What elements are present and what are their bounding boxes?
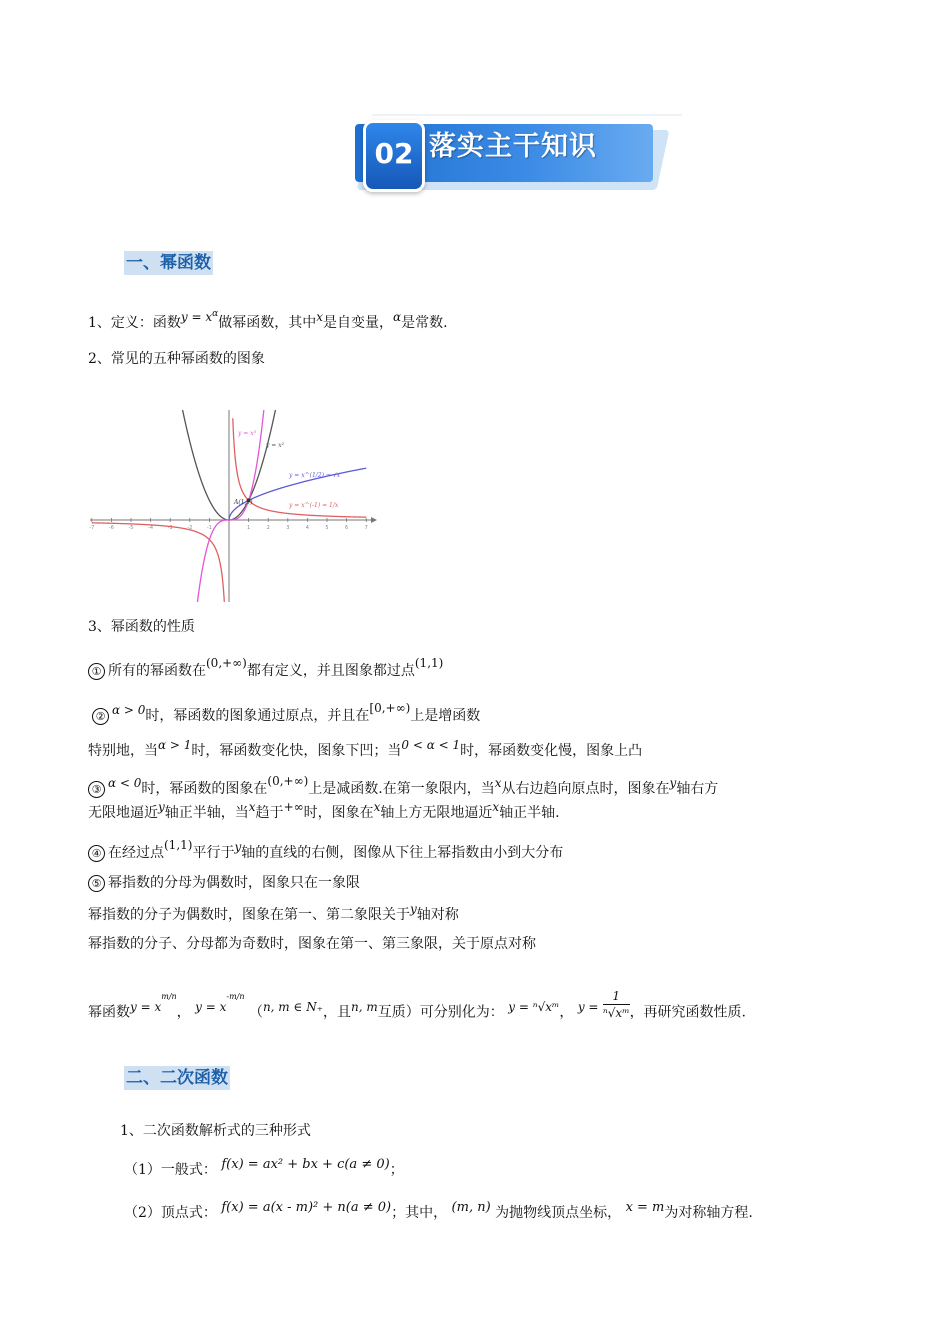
property-6: 幂函数$y = x^{m/n}$， $y = x^{-m/n}$ （n, m ∈ N₊，且n, m互质）可分别化为： y = ⁿ√xᵐ， y = $\frac{1}{\text{ⁿ√xᵐ}}$ ，再研究函数性质. xyxy=(88,989,747,1021)
x-tick-label: 3 xyxy=(286,525,290,531)
circle-number: ⑤ xyxy=(88,875,105,892)
x-tick-label: -5 xyxy=(128,525,134,531)
x-tick-label: 6 xyxy=(345,525,349,531)
banner-top-line xyxy=(372,114,682,116)
x-tick-label: 5 xyxy=(325,525,329,531)
quadratic-forms-heading: 1、二次函数解析式的三种形式 xyxy=(120,1123,311,1139)
property-5: ⑤ 幂指数的分母为偶数时，图象只在一象限 xyxy=(88,873,360,893)
x-tick-label: 2 xyxy=(266,525,270,531)
property-3: ③ α < 0时，幂函数的图象在(0,+∞)上是减函数.在第一象限内，当x从右边趋向原点时，图象在y轴右方 xyxy=(88,779,718,799)
circle-number: ① xyxy=(88,663,105,680)
x-axis-arrow xyxy=(371,517,377,523)
five-graphs-caption: 2、常见的五种幂函数的图象 xyxy=(88,351,265,367)
property-1: ① 所有的幂函数在(0,+∞)都有定义，并且图象都过点(1,1) xyxy=(88,661,443,681)
chapter-banner xyxy=(355,120,665,192)
vertex-form: （2）顶点式： f(x) = a(x - m)² + n(a ≠ 0)；其中， (m, n) 为抛物线顶点坐标， x = m为对称轴方程. xyxy=(124,1200,753,1221)
x-tick-label: -1 xyxy=(206,525,212,531)
graph-label: y = x³ xyxy=(238,430,257,437)
curve-inverse-negative xyxy=(92,523,225,602)
section-title-power-function: 一、幂函数 xyxy=(126,253,211,273)
x-tick-label: -6 xyxy=(108,525,114,531)
property-5-odd: 幂指数的分子、分母都为奇数时，图象在第一、第三象限，关于原点对称 xyxy=(88,936,536,952)
x-tick-label: 4 xyxy=(305,525,309,531)
property-5-even-numerator: 幂指数的分子为偶数时，图象在第一、第二象限关于y轴对称 xyxy=(88,902,459,923)
graph-label: A(1,1) xyxy=(234,499,253,506)
x-tick-label: -4 xyxy=(148,525,154,531)
x-tick-label: -3 xyxy=(167,525,173,531)
power-function-graph xyxy=(88,410,383,602)
circle-number: ④ xyxy=(88,845,105,862)
property-4: ④ 在经过点(1,1)平行于y轴的直线的右侧，图像从下往上幂指数由小到大分布 xyxy=(88,843,563,863)
circle-number: ② xyxy=(92,708,109,725)
general-form: （1）一般式： f(x) = ax² + bx + c(a ≠ 0)； xyxy=(124,1157,404,1178)
properties-heading: 3、幂函数的性质 xyxy=(88,619,195,635)
definition-line: 1、定义：函数$y = x^\alpha$做幂函数，其中x是自变量，α是常数. xyxy=(88,309,448,331)
property-2-special: 特别地，当α > 1时，幂函数变化快，图象下凹；当0 < α < 1时，幂函数变化慢，图象上凸 xyxy=(88,738,643,759)
curve-x-cubed xyxy=(197,410,264,602)
x-tick-label: 7 xyxy=(364,525,368,531)
graph-label: y = x^(-1) = 1/x xyxy=(289,502,339,509)
property-3-continued: 无限地逼近y轴正半轴，当x趋于+∞时，图象在x轴上方无限地逼近x轴正半轴. xyxy=(88,800,560,821)
graph-label: y = x² xyxy=(266,442,285,449)
banner-title: 落实主干知识 xyxy=(429,131,597,162)
x-tick-label: -7 xyxy=(89,525,95,531)
graph-label: y = x^(1/2) = √x xyxy=(289,472,341,479)
circle-number: ③ xyxy=(88,781,105,798)
banner-number: 02 xyxy=(363,120,425,192)
x-tick-label: 1 xyxy=(247,525,251,531)
section-title-quadratic: 二、二次函数 xyxy=(126,1068,228,1088)
x-tick-label: -2 xyxy=(187,525,193,531)
property-2: ② α > 0时，幂函数的图象通过原点，并且在[0,+∞)上是增函数 xyxy=(92,706,480,726)
